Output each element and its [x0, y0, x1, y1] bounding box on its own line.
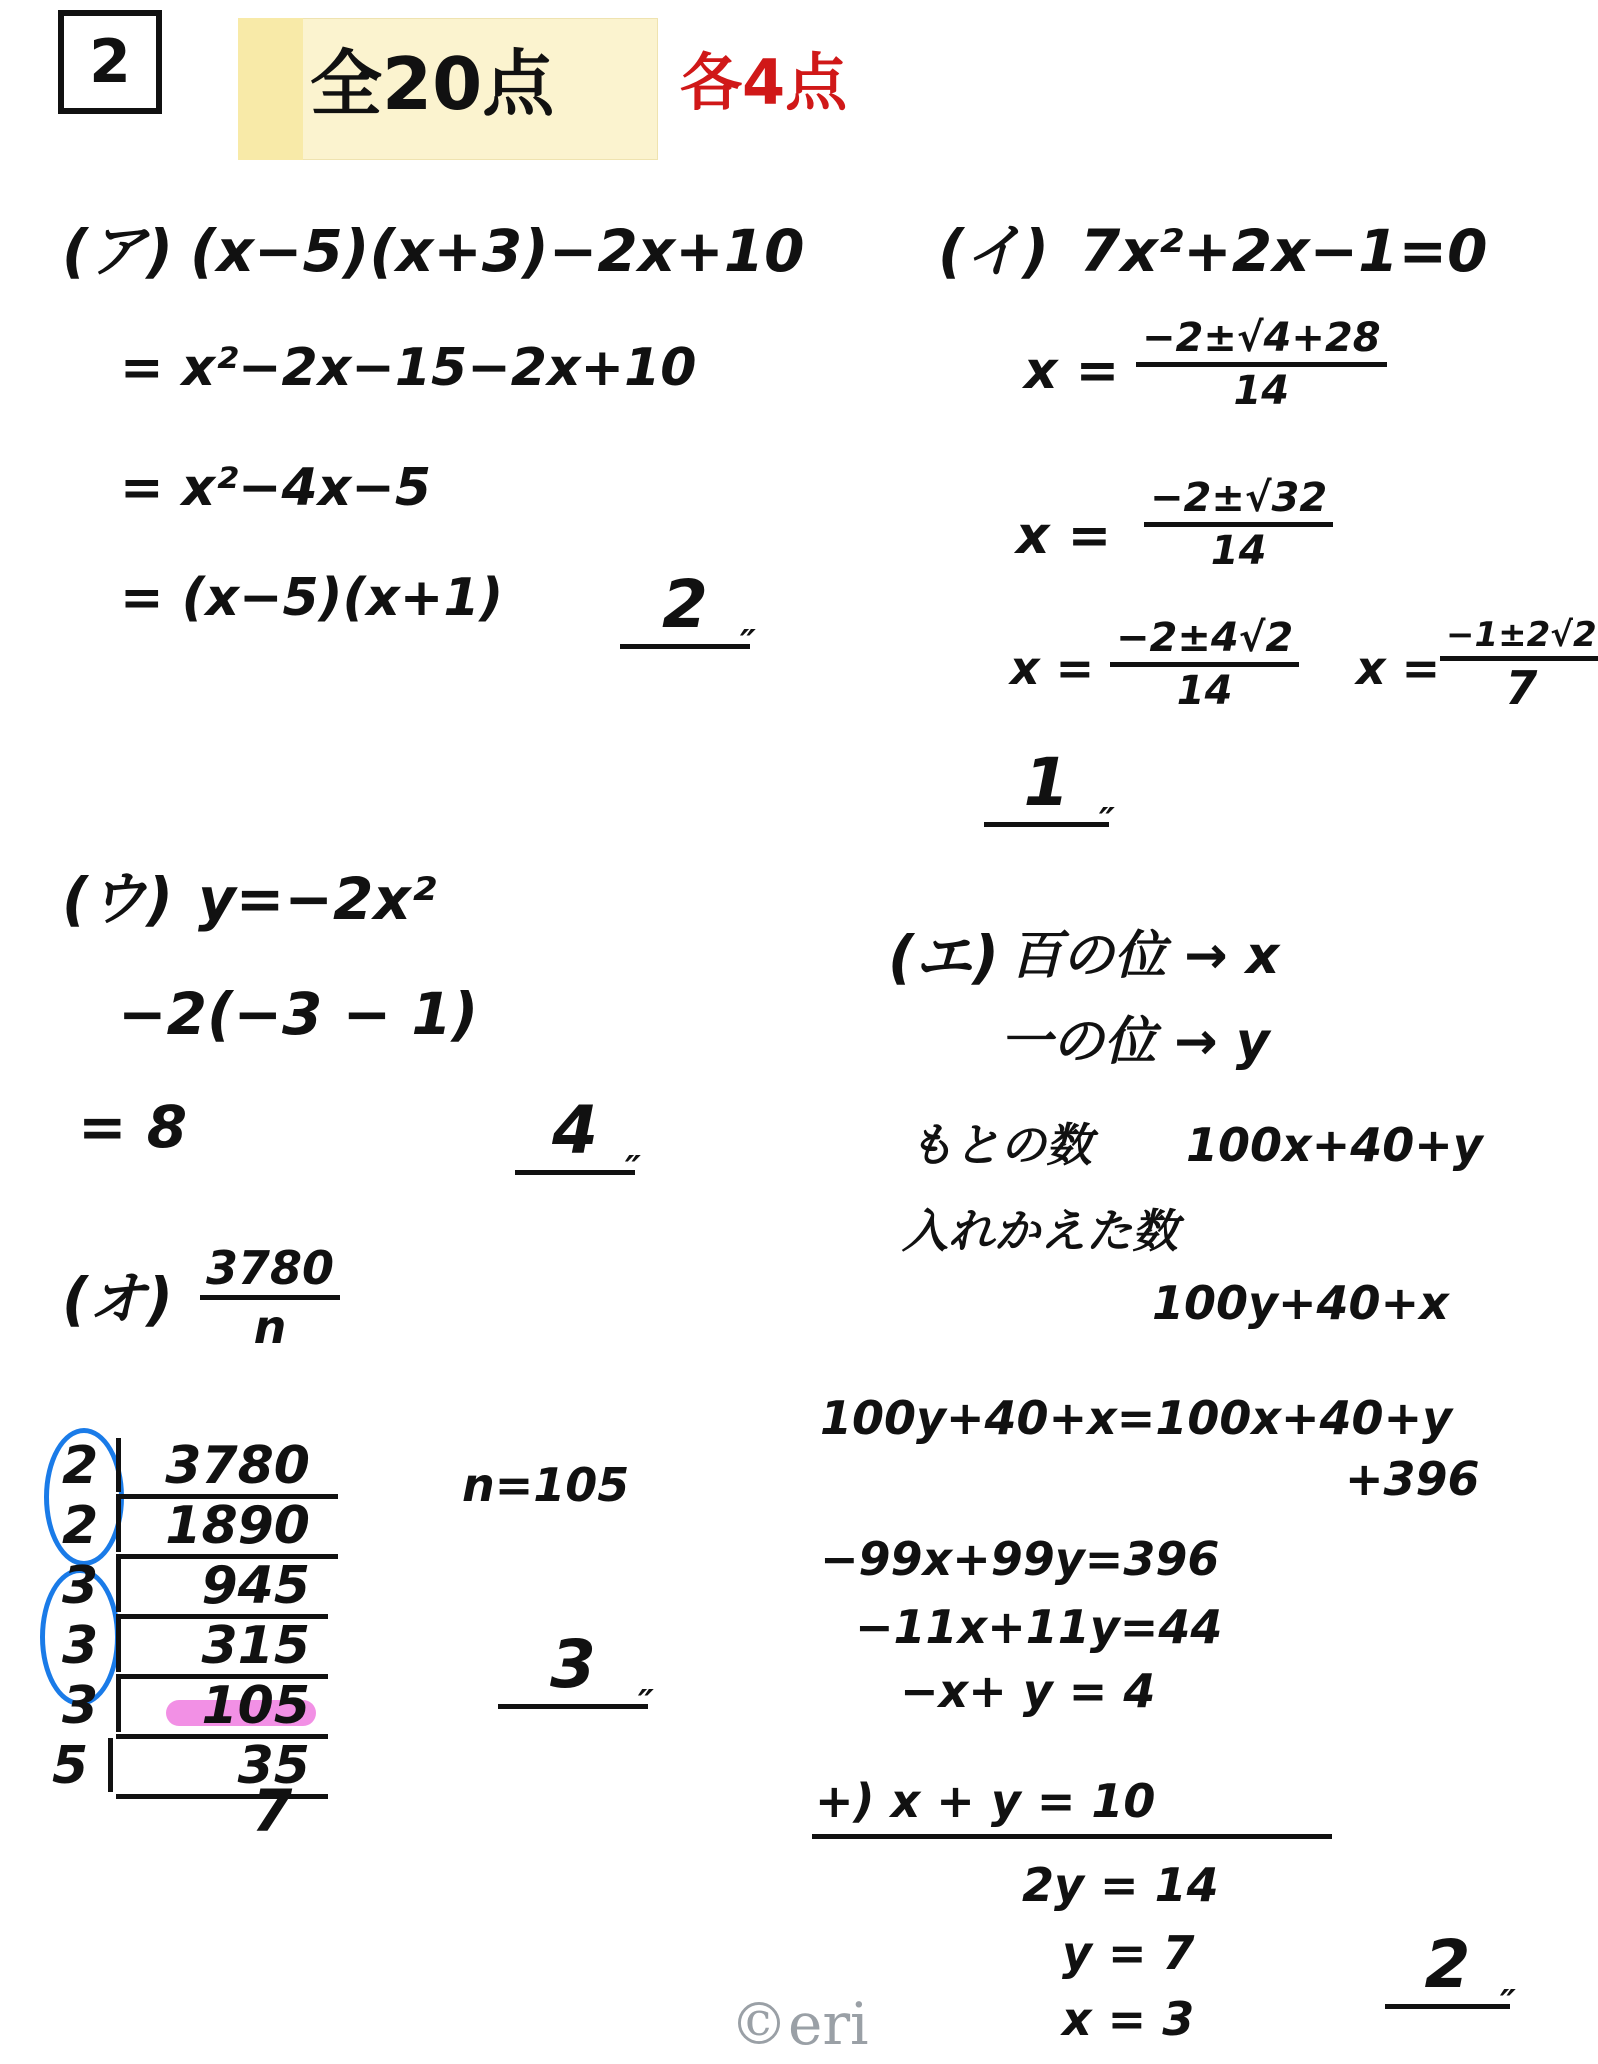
ladder-divisor: 2: [62, 1436, 99, 1496]
b-s1-denominator: 14: [1233, 368, 1290, 414]
ladder-bracket: [116, 1558, 121, 1612]
ladder-quotient: 7: [252, 1777, 293, 1845]
b-s2-denominator: 14: [1210, 528, 1267, 574]
b-s2-lhs: x =: [1016, 506, 1112, 566]
watermark: ©eri: [730, 1990, 869, 2058]
d-eq4: −x+ y = 4: [900, 1664, 1156, 1718]
d-orig-label: もとの数: [908, 1118, 1092, 1172]
e-answer: [498, 1626, 648, 1709]
label-d: (エ): [888, 923, 1000, 991]
question-number-box: [58, 10, 162, 114]
e-frac-numerator: 3780: [200, 1245, 340, 1300]
a-step2: = x²−4x−5: [120, 458, 432, 518]
ladder-bracket: [116, 1438, 121, 1492]
d-eq3: −11x+11y=44: [855, 1600, 1223, 1654]
ladder-bracket: [116, 1498, 121, 1552]
d-sum-line: [812, 1834, 1332, 1839]
d-orig-expr: 100x+40+y: [1186, 1118, 1483, 1172]
d-eq5: +) x + y = 10: [815, 1774, 1156, 1828]
ladder-divisor: 3: [62, 1676, 99, 1736]
ladder-divisor: 2: [62, 1496, 99, 1556]
b-s2-fraction: [1144, 475, 1333, 574]
d-def1: 百の位 → x: [1010, 926, 1280, 986]
e-answer-underline: [498, 1704, 648, 1709]
d-eq7: y = 7: [1062, 1926, 1195, 1980]
e-result: n=105: [462, 1458, 630, 1512]
d-swap-expr: 100y+40+x: [1152, 1276, 1449, 1330]
c-answer-underline: [515, 1170, 635, 1175]
c-step2: = 8: [78, 1093, 188, 1161]
question-number: 2: [89, 27, 131, 97]
e-answer-value: 3: [550, 1626, 596, 1703]
ladder-dividend: 945: [201, 1556, 310, 1616]
ladder-dividend: 315: [201, 1616, 310, 1676]
ladder-bracket: [116, 1618, 121, 1672]
e-frac-denominator: n: [253, 1300, 287, 1354]
ladder-divisor: 5: [52, 1736, 89, 1796]
d-swap-label: 入れかえた数: [902, 1204, 1178, 1258]
ladder-dividend: 35: [237, 1736, 310, 1796]
e-fraction: [200, 1241, 340, 1354]
d-eq1: 100y+40+x=100x+40+y: [820, 1391, 1453, 1445]
ladder-dividend: 105: [201, 1676, 310, 1736]
a-answer-underline: [620, 644, 750, 649]
b-s3-numerator: −2±4√2: [1110, 618, 1299, 667]
ladder-line: [116, 1794, 328, 1799]
b-equation: 7x²+2x−1=0: [1080, 217, 1488, 285]
score-note-strip: [238, 18, 303, 160]
per-item-score: 各4点: [680, 46, 848, 119]
a-expression: (x−5)(x+3)−2x+10: [190, 217, 805, 285]
ladder-divisor: 3: [62, 1556, 99, 1616]
d-eq2: −99x+99y=396: [820, 1532, 1220, 1586]
b-s3-denominator: 14: [1176, 668, 1233, 714]
a-answer-value: 2: [662, 566, 708, 643]
b-s2-numerator: −2±√32: [1144, 478, 1333, 527]
b-answer-value: 1: [1023, 744, 1070, 821]
d-answer-value: 2: [1424, 1926, 1471, 2003]
d-eq8: x = 3: [1062, 1992, 1195, 2046]
a-step1: = x²−2x−15−2x+10: [120, 338, 697, 398]
d-def2: 一の位 → y: [1000, 1012, 1270, 1072]
label-c: (ウ): [62, 865, 174, 933]
c-answer: [515, 1092, 635, 1175]
d-eq6: 2y = 14: [1022, 1858, 1219, 1912]
a-step3: = (x−5)(x+1): [120, 568, 504, 628]
ladder-bracket: [116, 1678, 121, 1732]
d-answer: [1385, 1926, 1510, 2009]
ladder-dividend: 1890: [165, 1496, 310, 1556]
label-e: (オ): [62, 1265, 174, 1333]
b-s4-numerator: −1±2√2: [1440, 618, 1598, 661]
b-answer-underline: [984, 822, 1109, 827]
label-a: (ア): [62, 217, 174, 285]
c-answer-value: 4: [552, 1092, 598, 1169]
b-s1-numerator: −2±√4+28: [1136, 318, 1387, 367]
c-step1: −2(−3 − 1): [118, 980, 479, 1048]
a-answer: [620, 566, 750, 649]
b-s3-fraction: [1110, 615, 1299, 714]
b-s4-fraction: [1440, 615, 1598, 715]
ladder-dividend: 3780: [165, 1436, 310, 1496]
d-eq1b: +396: [1345, 1452, 1480, 1506]
b-s1-lhs: x =: [1024, 341, 1120, 401]
b-s1-fraction: [1136, 315, 1387, 414]
c-equation: y=−2x²: [198, 865, 437, 933]
total-score: 全20点: [310, 42, 555, 126]
b-s4-lhs: x =: [1356, 641, 1441, 695]
b-answer: [984, 744, 1109, 827]
b-s3-lhs: x =: [1010, 641, 1095, 695]
label-b: (イ): [938, 217, 1050, 285]
d-answer-underline: [1385, 2004, 1510, 2009]
ladder-bracket: [108, 1738, 113, 1792]
b-s4-denominator: 7: [1505, 661, 1538, 715]
ladder-divisor: 3: [62, 1616, 99, 1676]
